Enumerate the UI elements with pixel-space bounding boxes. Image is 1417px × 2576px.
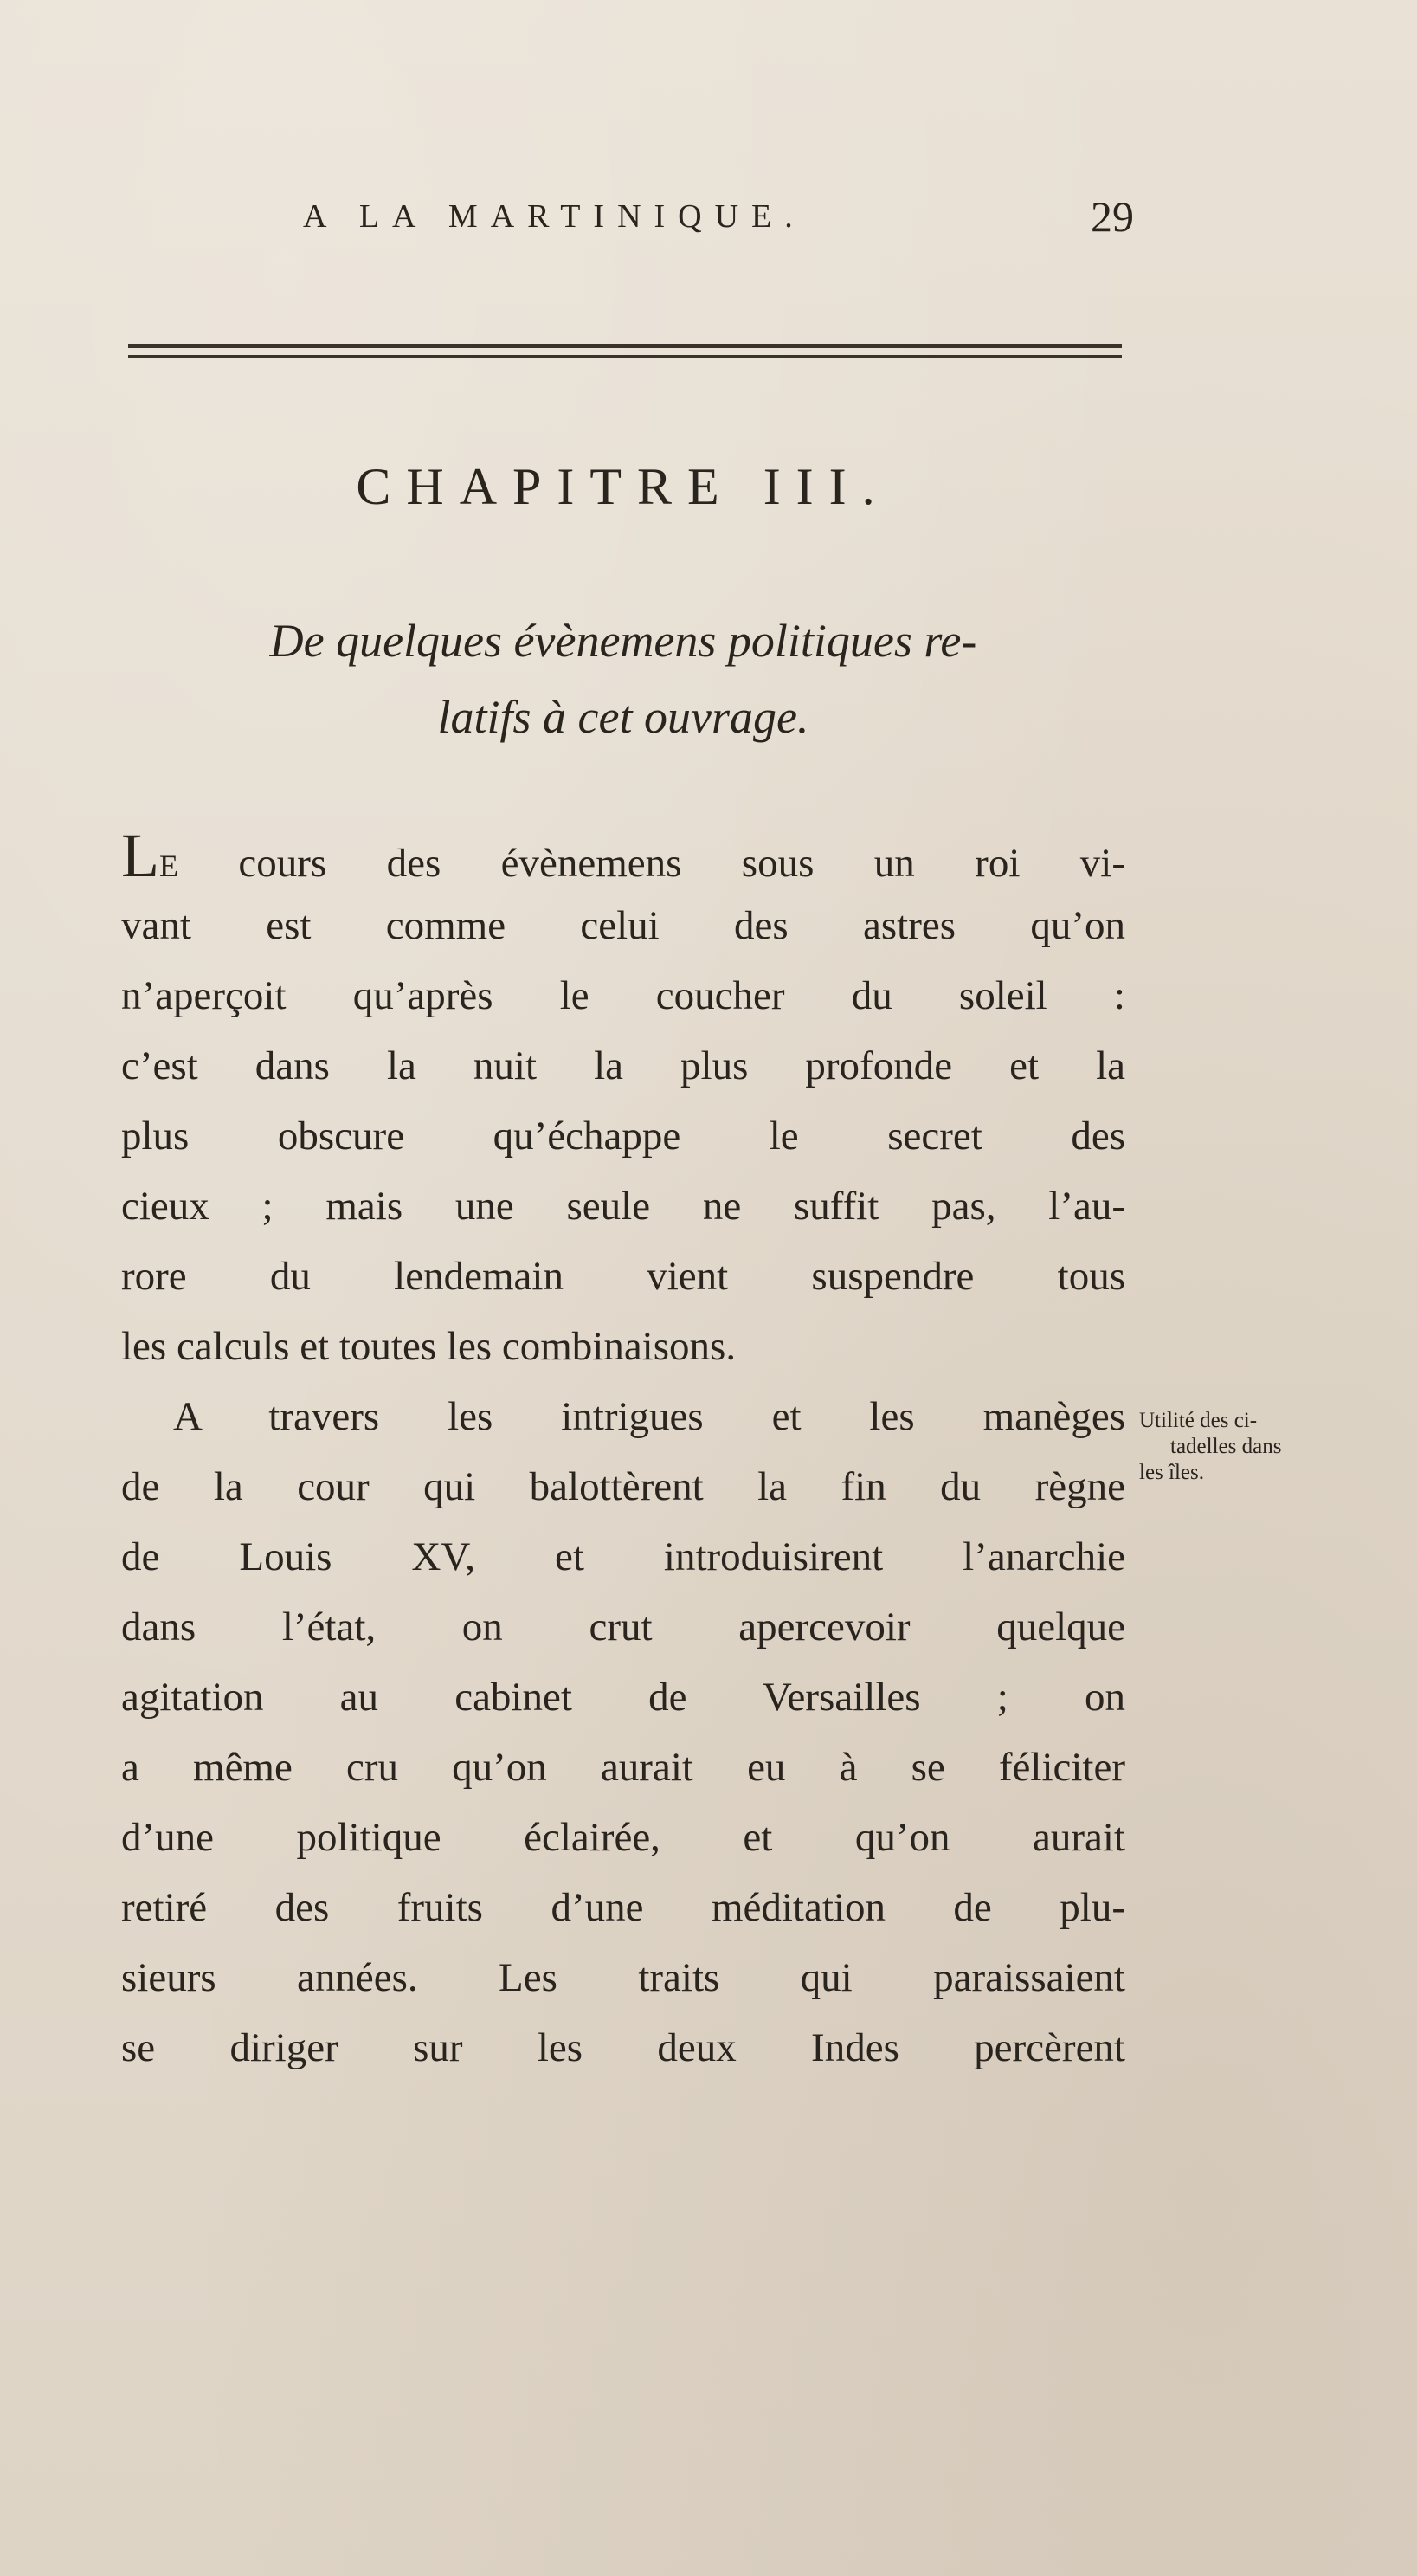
body-line: rore du lendemain vient suspendre tous (121, 1254, 1125, 1299)
body-line: agitation au cabinet de Versailles ; on (121, 1675, 1125, 1720)
body-line: les calculs et toutes les combinaisons. (121, 1324, 737, 1369)
margin-note-line: tadelles dans (1170, 1435, 1282, 1458)
body-line-text: cours des évènemens sous un roi vi- (177, 841, 1125, 886)
body-line: c’est dans la nuit la plus profonde et la (121, 1043, 1125, 1088)
margin-note-line: les îles. (1139, 1461, 1204, 1484)
body-line: n’aperçoit qu’après le coucher du soleil : (121, 973, 1125, 1018)
header-rule-thin (128, 355, 1122, 358)
margin-note-line: Utilité des ci- (1139, 1409, 1258, 1432)
header-rule-thick (128, 344, 1122, 348)
running-head (303, 186, 1134, 247)
body-line: se diriger sur les deux Indes percèrent (121, 2025, 1125, 2070)
body-line: sieurs années. Les traits qui paraissaient (121, 1955, 1125, 2000)
subtitle-line: De quelques évènemens politiques re- (269, 615, 977, 667)
subtitle-line: latifs à cet ouvrage. (437, 691, 809, 743)
running-title: A LA MARTINIQUE. (303, 198, 806, 235)
body-line: de Louis XV, et introduisirent l’anarchie (121, 1534, 1125, 1579)
body-line: d’une politique éclairée, et qu’on aurait (121, 1815, 1125, 1860)
body-line: plus obscure qu’échappe le secret des (121, 1114, 1125, 1159)
dropcap-smallcap: E (158, 849, 178, 883)
body-line: A travers les intrigues et les manèges (173, 1394, 1125, 1439)
body-line: vant est comme celui des astres qu’on (121, 903, 1125, 948)
body-line: cieux ; mais une seule ne suffit pas, l’au- (121, 1184, 1125, 1229)
body-line: a même cru qu’on aurait eu à se féliciter (121, 1745, 1125, 1790)
chapter-title: CHAPITRE III. (356, 458, 891, 515)
body-line: de la cour qui balottèrent la fin du règne (121, 1464, 1125, 1509)
body-line (121, 821, 1125, 891)
body-text (121, 821, 1125, 2083)
body-line: retiré des fruits d’une méditation de plu- (121, 1885, 1125, 1930)
margin-note (1139, 1408, 1347, 1486)
dropcap: L (121, 821, 159, 890)
page-number: 29 (1091, 192, 1134, 241)
chapter-subtitle (121, 603, 1125, 755)
body-line: dans l’état, on crut apercevoir quelque (121, 1604, 1125, 1650)
